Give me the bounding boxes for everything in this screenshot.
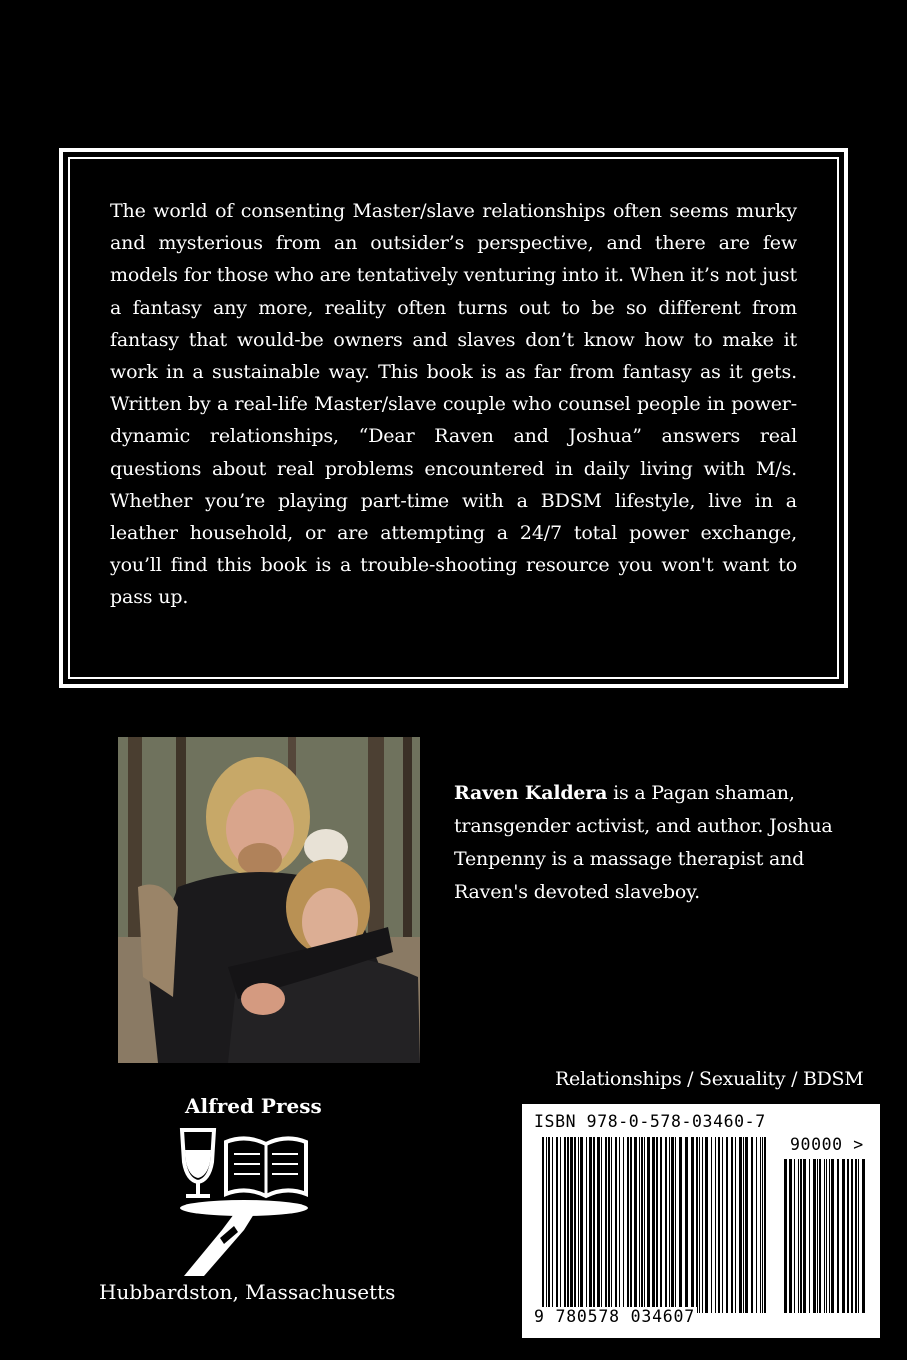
barcode-bar [647,1137,650,1313]
barcode-bar [696,1137,698,1313]
barcode-bar [784,1159,787,1313]
barcode-bar [665,1137,667,1313]
barcode-bar [601,1137,602,1313]
barcode-bar [608,1137,610,1313]
publisher-location: Hubbardston, Massachusetts [99,1280,396,1304]
barcode-bar [851,1159,853,1313]
barcode-bar [691,1137,694,1313]
barcode-bar [858,1159,859,1313]
barcode-bar [605,1137,607,1313]
barcode-bar [739,1137,742,1313]
wine-glass-book-tray-icon [174,1126,314,1280]
blurb-inner-border [68,157,839,679]
barcode-bar [735,1137,736,1313]
barcode-bar [679,1137,682,1313]
barcode-bar [634,1137,637,1313]
barcode-bar [855,1159,857,1313]
barcode-bar [652,1137,655,1313]
barcode-bar [699,1137,700,1313]
barcode-bar [580,1137,583,1313]
author-bio-text: is a Pagan shaman, transgender activist, and author. Joshua Tenpenny is a massage therapist and Raven's devoted slaveboy. [454,782,833,903]
barcode-bar [726,1137,728,1313]
barcode-bar [578,1137,579,1313]
barcode-bar [546,1137,547,1313]
barcode-bar [627,1137,629,1313]
barcode-bar [656,1137,658,1313]
barcode-bar [756,1137,757,1313]
barcode-bar [731,1137,733,1313]
barcode-bar [639,1137,640,1313]
barcode-bar [644,1137,645,1313]
barcode-bar [619,1137,620,1313]
publisher-name: Alfred Press [185,1094,322,1118]
blurb-text: The world of consenting Master/slave relationships often seems murky and mysterious from an outsider’s perspective, and there are few models for those who are tentatively venturing into it. When it’s not just a fantasy any more, reality often turns out to be so different from fantasy that would-be owners and slaves don’t know how to make it work in a sustainable way. This book is as far from fantasy as it gets. Written by a real-life Master/slave couple who counsel people in power-dynamic relationships, “Dear Raven and Joshua” answers real questions about real problems encountered in daily living with M/s. Whether you’re playing part-time with a BDSM lifestyle, live in a leather household, or are attempting a 24/7 total power exchange, you’ll find this book is a trouble-shooting resource you won't want to pass up. [110,200,797,609]
barcode-bar [718,1137,720,1313]
barcode-bars [542,1137,772,1313]
author-photo [118,737,420,1063]
barcode-bar [567,1137,569,1313]
category-label: Relationships / Sexuality / BDSM [555,1068,864,1090]
barcode-bar [800,1159,802,1313]
isbn-digits: 9 780578 034607 [534,1307,696,1326]
barcode-bar [831,1159,834,1313]
barcode-bar [813,1159,816,1313]
blurb-frame [59,148,848,688]
barcode-bar [556,1137,558,1313]
barcode-bar [743,1137,744,1313]
barcode-bar [542,1137,544,1313]
barcode-bar [586,1137,587,1313]
barcode-bar [597,1137,600,1313]
barcode-bar [615,1137,617,1313]
barcode-bar [564,1137,566,1313]
barcode-bar [630,1137,632,1313]
barcode-bar [702,1137,703,1313]
isbn-barcode [522,1104,880,1338]
barcode-bar [669,1137,670,1313]
barcode-bar [751,1137,753,1313]
barcode-bar [611,1137,612,1313]
barcode-bar [623,1137,624,1313]
barcode-bar [764,1137,766,1313]
barcode-bar [798,1159,799,1313]
barcode-bar [705,1137,708,1313]
isbn-label: ISBN 978-0-578-03460-7 [534,1112,766,1131]
barcode-bar [847,1159,849,1313]
barcode-bar [819,1159,821,1313]
barcode-bar [685,1137,688,1313]
barcode-addon-bars [784,1159,868,1313]
barcode-bar [837,1159,839,1313]
barcode-bar [817,1159,818,1313]
barcode-bar [675,1137,676,1313]
barcode-bar [842,1159,845,1313]
barcode-bar [824,1159,825,1313]
barcode-bar [803,1159,806,1313]
barcode-bar [711,1137,712,1313]
price-code: 90000 > [790,1135,864,1154]
barcode-bar [552,1137,553,1313]
barcode-bar [660,1137,662,1313]
barcode-bar [722,1137,723,1313]
barcode-bar [574,1137,576,1313]
barcode-bar [794,1159,795,1313]
barcode-bar [715,1137,716,1313]
barcode-bar [829,1159,830,1313]
barcode-bar [593,1137,595,1313]
author-bio [454,777,874,909]
barcode-bar [826,1159,827,1313]
barcode-bar [671,1137,674,1313]
barcode-bar [745,1137,748,1313]
barcode-bar [589,1137,592,1313]
barcode-bar [570,1137,573,1313]
barcode-bar [548,1137,550,1313]
barcode-bar [762,1137,763,1313]
barcode-bar [560,1137,561,1313]
author-name: Raven Kaldera [454,782,608,804]
barcode-bar [809,1159,810,1313]
barcode-bar [862,1159,865,1313]
barcode-bar [760,1137,761,1313]
barcode-bar [641,1137,643,1313]
barcode-bar [789,1159,792,1313]
